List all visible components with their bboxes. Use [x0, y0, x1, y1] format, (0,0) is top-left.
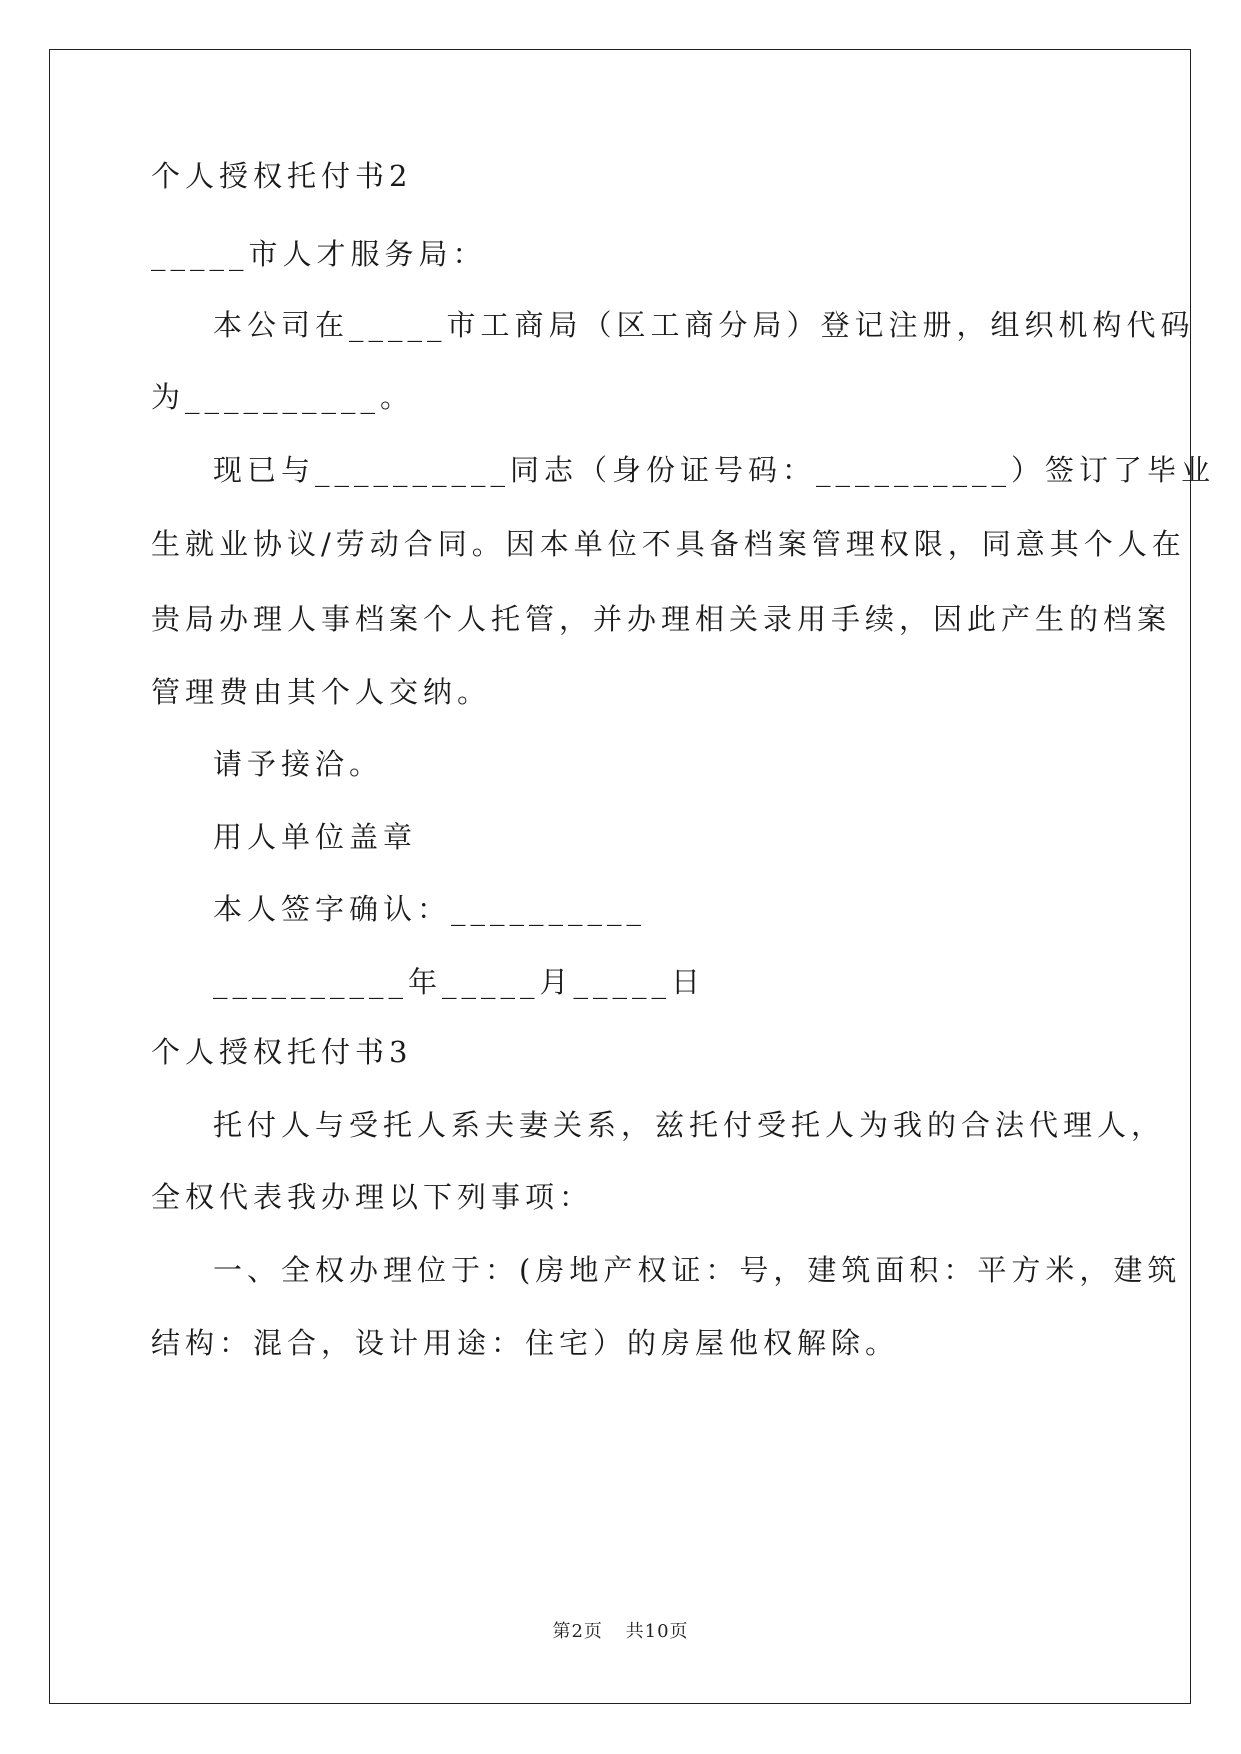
date-line: __________年_____月_____日 — [213, 965, 706, 999]
signature-line: 本人签字确认：__________ — [213, 892, 647, 926]
paragraph-line: 结构：混合，设计用途：住宅）的房屋他权解除。 — [151, 1326, 900, 1360]
paragraph-line: 本公司在_____市工商局（区工商分局）登记注册，组织机构代码 — [213, 308, 1195, 342]
paragraph-line: 请予接洽。 — [213, 747, 384, 781]
paragraph-line: 管理费由其个人交纳。 — [151, 675, 492, 709]
paragraph-line: 现已与__________同志（身份证号码：__________）签订了毕业 — [213, 453, 1216, 487]
page-number: 第2页 — [552, 1621, 603, 1642]
paragraph-line: 全权代表我办理以下列事项： — [151, 1180, 594, 1214]
seal-label: 用人单位盖章 — [213, 820, 418, 854]
paragraph-line: 贵局办理人事档案个人托管，并办理相关录用手续，因此产生的档案 — [151, 602, 1172, 636]
paragraph-line: 托付人与受托人系夫妻关系，兹托付受托人为我的合法代理人， — [213, 1108, 1166, 1142]
paragraph-line: 为__________。 — [151, 380, 415, 414]
page-total: 共10页 — [625, 1621, 689, 1642]
page-footer — [0, 1617, 1241, 1643]
addressee-line: _____市人才服务局： — [151, 237, 487, 271]
paragraph-line: 一、全权办理位于：(房地产权证：号，建筑面积：平方米，建筑 — [213, 1253, 1182, 1287]
page-border — [49, 49, 1191, 1704]
paragraph-line: 生就业协议/劳动合同。因本单位不具备档案管理权限，同意其个人在 — [151, 527, 1186, 561]
section-title: 个人授权托付书2 — [151, 159, 413, 193]
section-title: 个人授权托付书3 — [151, 1035, 413, 1069]
